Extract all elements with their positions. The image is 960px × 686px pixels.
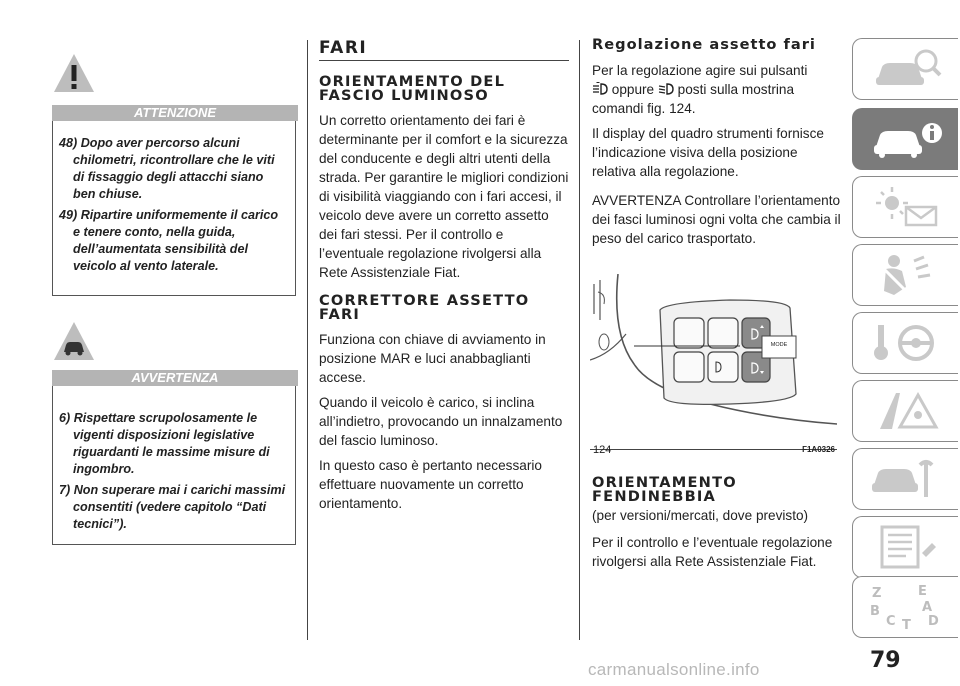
regolazione-text-1b: oppure [611, 82, 655, 97]
regolazione-text-1c: posti sulla mostrina comandi fig. 124. [592, 82, 795, 116]
index-letter-a: A [921, 600, 932, 615]
middle-column [319, 38, 569, 513]
warning-item-7: 7) Non superare mai i carichi massimi consentiti (vedere capitolo “Dati tecnici”). [59, 483, 286, 531]
fendinebbia-text: Per il controllo e l’eventuale regolazione rivolgersi alla Rete Assistenziale Fiat. [592, 535, 833, 569]
correttore-text-1: Funziona con chiave di avviamento in posizione MAR e luci anabbaglianti accese. [319, 332, 546, 385]
index-letter-d: D [927, 614, 939, 629]
tab-car-info[interactable] [852, 108, 958, 170]
tab-technical-data[interactable] [852, 516, 958, 578]
vehicle-warning-icon [52, 320, 96, 364]
right-column [592, 36, 842, 248]
correttore-text-2: Quando il veicolo è carico, si inclina all’indietro, provocando un innalzamento del fascio luminoso. [319, 395, 563, 448]
tab-maintenance[interactable] [852, 448, 958, 510]
column-divider-1 [307, 40, 308, 640]
regolazione-title: Regolazione assetto fari [592, 36, 816, 53]
key-steering-icon [866, 319, 946, 367]
technical-data-icon [866, 523, 946, 571]
figure-code: F1A0326 [802, 445, 835, 454]
orientamento-text: Un corretto orientamento dei fari è determinante per il comfort e la sicurezza del conducente e degli altri utenti della strada. Per garantire le migliori condizioni di visibilità viaggiando con i fari accesi, il veicolo deve avere un corretto assetto dei fari stessi. Per il controllo e l’eventuale regolazione rivolgersi alla Rete Assistenziale Fiat. [319, 113, 569, 280]
tab-emergency[interactable] [852, 380, 958, 442]
index-letter-z: Z [871, 586, 881, 601]
tab-dashboard[interactable] [852, 38, 958, 100]
regolazione-text-1a: Per la regolazione agire sui pulsanti [592, 63, 808, 78]
headlight-up-icon [592, 82, 608, 96]
right-column-lower [592, 476, 842, 571]
index-letter-t: T [901, 618, 911, 631]
subsection-title-orientamento: ORIENTAMENTO DEL FASCIO LUMINOSO [319, 73, 506, 104]
column-divider-2 [579, 40, 580, 640]
figure-caption-rule [590, 449, 837, 450]
attention-box [52, 121, 296, 296]
index-letters-icon [866, 583, 946, 631]
index-letter-b: B [869, 604, 880, 619]
attention-band: ATTENZIONE [52, 105, 298, 121]
tab-safety[interactable] [852, 244, 958, 306]
car-dashboard-icon [866, 45, 946, 93]
figure-mode-label: MODE [770, 342, 788, 348]
fendinebbia-note: (per versioni/mercati, dove previsto) [592, 508, 809, 523]
car-info-icon [866, 115, 946, 163]
attention-item-48: 48) Dopo aver percorso alcuni chilometri, ricontrollare che le viti di fissaggio degli attacchi siano ben chiuse. [59, 136, 275, 201]
headlight-down-icon [658, 82, 674, 96]
figure-124 [590, 274, 837, 456]
car-wrench-icon [866, 455, 946, 503]
tab-index[interactable] [852, 576, 958, 638]
subsection-title-correttore: CORRETTORE ASSETTO FARI [319, 292, 530, 323]
warning-item-6: 6) Rispettare scrupolosamente le vigenti disposizioni legislative riguardanti le massime misure di ingombro. [59, 411, 270, 476]
attention-item-49: 49) Ripartire uniformemente il carico e tenere conto, nella guida, dell’aumentata sensibilità del veicolo al vento laterale. [59, 208, 279, 273]
road-warning-icon [866, 387, 946, 435]
fendinebbia-title: ORIENTAMENTO FENDINEBBIA [592, 474, 737, 505]
tab-starting-driving[interactable] [852, 312, 958, 374]
tab-lights-messages[interactable] [852, 176, 958, 238]
section-title-rule [319, 60, 569, 61]
lights-envelope-icon [866, 183, 946, 231]
index-letter-c: C [885, 614, 896, 629]
attention-warning-icon [52, 52, 96, 96]
seatbelt-airbag-icon [866, 251, 946, 299]
regolazione-text-3: AVVERTENZA Controllare l’orientamento dei fasci luminosi ogni volta che cambia il peso del carico trasportato. [592, 193, 841, 246]
section-title: FARI [319, 38, 368, 58]
figure-number: 124 [593, 444, 612, 456]
correttore-text-3: In questo caso è pertanto necessario effettuare nuovamente un corretto orientamento. [319, 458, 542, 511]
warning-band: AVVERTENZA [52, 370, 298, 386]
headlight-control-panel-illustration [590, 274, 837, 444]
index-letter-e: E [917, 584, 927, 599]
regolazione-text-1 [592, 61, 842, 118]
warning-box [52, 386, 296, 545]
page-number: 79 [870, 648, 901, 673]
regolazione-text-2: Il display del quadro strumenti fornisce l’indicazione visiva della posizione relativa alla regolazione. [592, 126, 824, 179]
watermark: carmanualsonline.info [588, 660, 760, 679]
